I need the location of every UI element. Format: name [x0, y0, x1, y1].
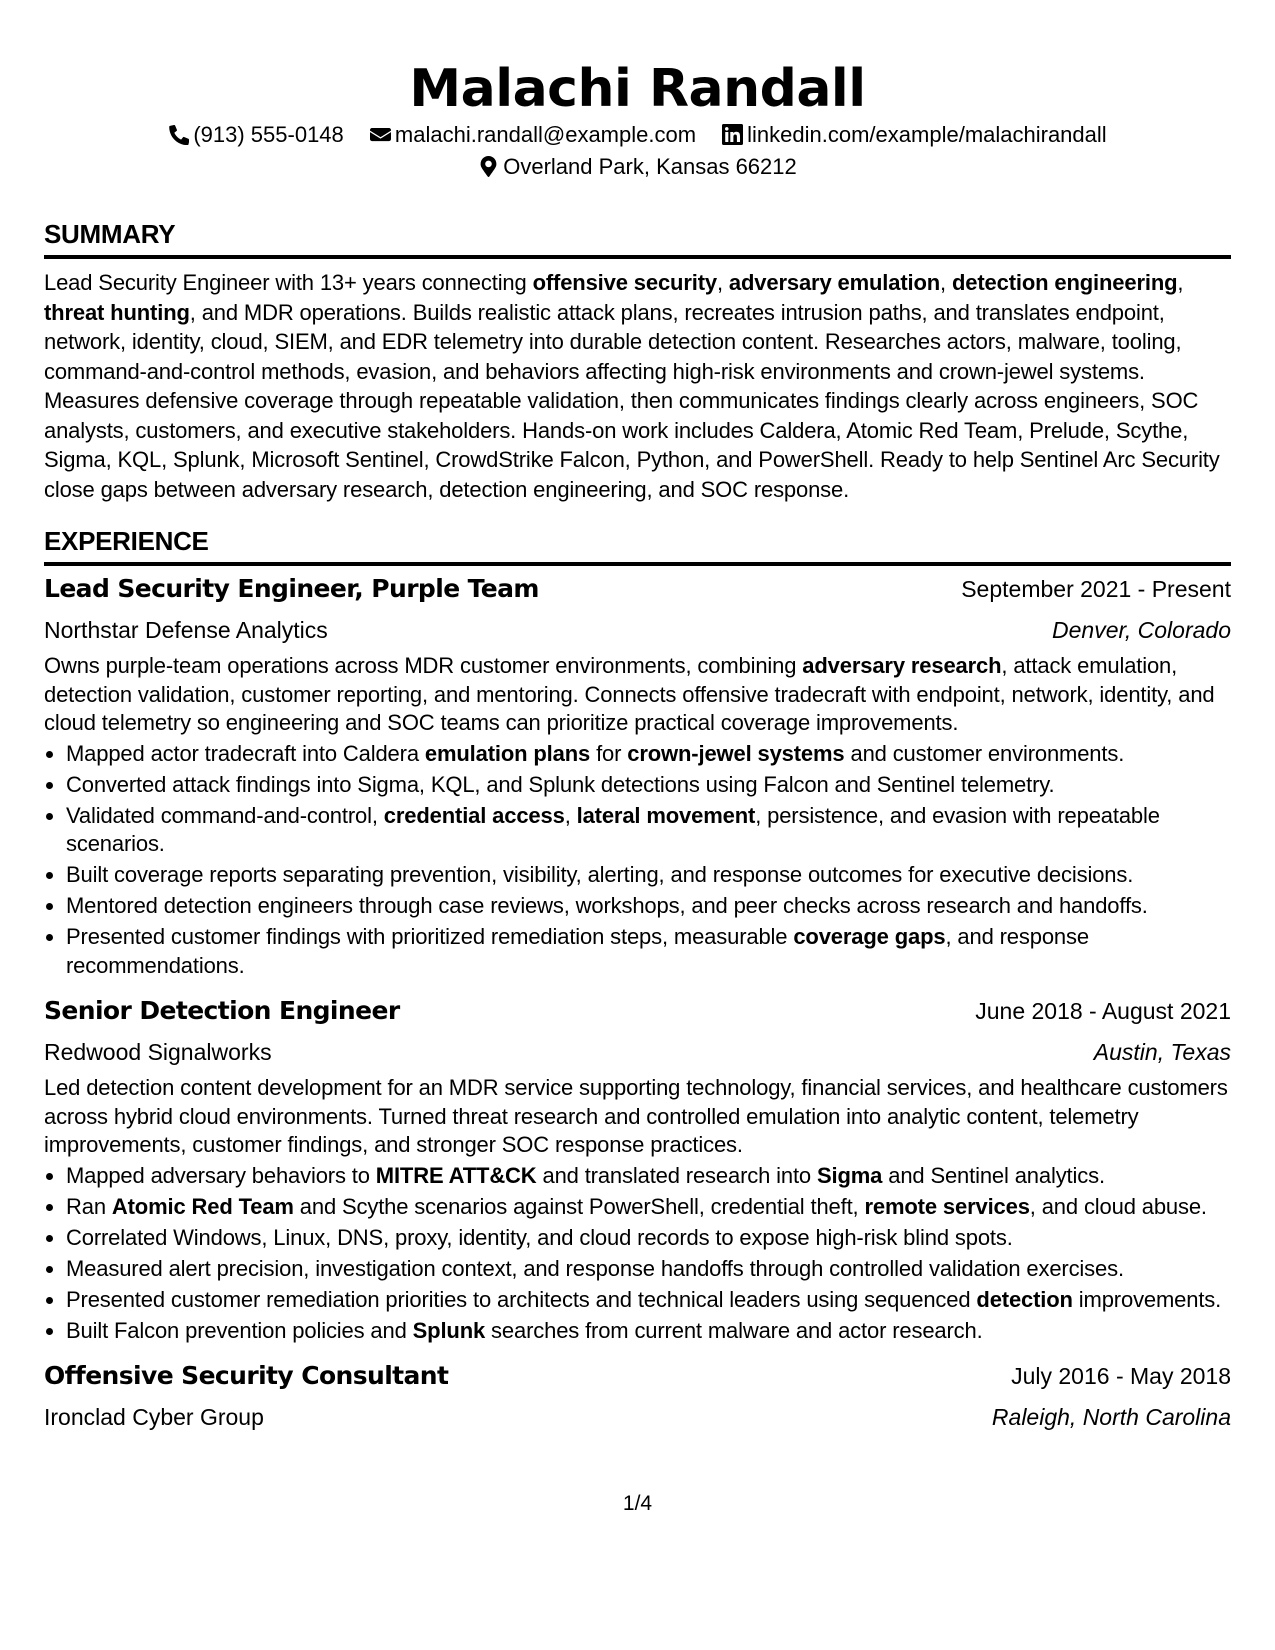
- bullet-item: [66, 1193, 1231, 1222]
- summary-text: [44, 268, 1231, 504]
- job-title: Lead Security Engineer, Purple Team: [44, 574, 539, 603]
- job-dates: July 2016 - May 2018: [1011, 1363, 1231, 1389]
- job-header: [44, 574, 1231, 612]
- text-segment: Presented customer remediation priorities to architects and technical leaders using sequenced: [66, 1286, 977, 1312]
- experience-heading: EXPERIENCE: [44, 526, 1231, 566]
- text-segment: Built Falcon prevention policies and: [66, 1317, 413, 1343]
- job-title: Offensive Security Consultant: [44, 1361, 449, 1390]
- job-subheader: [44, 1399, 1231, 1435]
- bullet-item: [66, 802, 1231, 859]
- text-segment: Ran: [66, 1193, 112, 1219]
- job-header: [44, 1361, 1231, 1399]
- job-bullets: [44, 740, 1231, 981]
- bullet-item: [66, 1317, 1231, 1346]
- company-name: Ironclad Cyber Group: [44, 1404, 264, 1430]
- text-segment: Built coverage reports separating prevention, visibility, alerting, and response outcomes for executive decisions.: [66, 862, 1134, 887]
- bullet-item: [66, 1286, 1231, 1315]
- job-bullets: [44, 1162, 1231, 1346]
- text-segment: Converted attack findings into Sigma, KQL, and Splunk detections using Falcon and Sentinel telemetry.: [66, 771, 1055, 797]
- bold-text: adversary research: [802, 653, 1002, 678]
- text-segment: ,: [564, 802, 577, 828]
- text-segment: ,: [1177, 270, 1184, 295]
- job-location: Denver, Colorado: [1052, 617, 1231, 643]
- job-dates: June 2018 - August 2021: [975, 998, 1231, 1024]
- text-segment: , and MDR operations. Builds realistic attack plans, recreates intrusion paths, and translates endpoint, network, identity, cloud, SIEM, and EDR telemetry into durable detection content. Researches actors, malware, tooling, command-and-control methods, evasion, and behaviors affecting high-risk environments and crown-jewel systems. Measures defensive coverage through repeatable validation, then communicates findings clearly across engineers, SOC analysts, customers, and executive stakeholders. Hands-on work includes Caldera, Atomic Red Team, Prelude, Scythe, Sigma, KQL, Splunk, Microsoft Sentinel, CrowdStrike Falcon, Python, and PowerShell. Ready to help Sentinel Arc Security close gaps between adversary research, detection engineering, and SOC response.: [44, 299, 1220, 502]
- bullet-item: [66, 771, 1231, 800]
- location-contact: [478, 151, 797, 183]
- bold-text: Splunk: [412, 1317, 486, 1343]
- text-segment: Mapped actor tradecraft into Caldera: [66, 740, 425, 766]
- map-marker-icon: [478, 156, 499, 177]
- company-name: Redwood Signalworks: [44, 1039, 272, 1065]
- phone-icon: [168, 124, 189, 145]
- bold-text: adversary emulation: [728, 270, 941, 295]
- text-segment: and Scythe scenarios against PowerShell, credential theft,: [293, 1193, 865, 1219]
- bullet-item: [66, 1255, 1231, 1284]
- bold-text: MITRE ATT&CK: [375, 1162, 537, 1188]
- bold-text: detection: [976, 1286, 1073, 1312]
- bold-text: crown-jewel systems: [627, 740, 845, 766]
- text-segment: Correlated Windows, Linux, DNS, proxy, identity, and cloud records to expose high-risk blind spots.: [66, 1224, 1013, 1250]
- bullet-item: [66, 861, 1231, 890]
- text-segment: searches from current malware and actor research.: [485, 1317, 983, 1343]
- bold-text: detection engineering: [951, 270, 1178, 295]
- candidate-name: Malachi Randall: [409, 59, 866, 119]
- page-number: 1/4: [622, 1492, 653, 1515]
- job-entry: [44, 996, 1231, 1345]
- bullet-item: [66, 923, 1231, 980]
- text-segment: ,: [716, 270, 729, 295]
- linkedin-contact[interactable]: [722, 119, 1107, 151]
- experience-list: [44, 574, 1231, 1435]
- text-segment: and customer environments.: [844, 740, 1125, 766]
- location-text: Overland Park, Kansas 66212: [503, 154, 797, 179]
- text-segment: Measured alert precision, investigation context, and response handoffs through controlled validation exercises.: [66, 1255, 1124, 1281]
- text-segment: improvements.: [1072, 1286, 1222, 1312]
- job-dates: September 2021 - Present: [961, 576, 1231, 602]
- bullet-item: [66, 1162, 1231, 1191]
- phone-text: (913) 555-0148: [193, 122, 344, 147]
- bold-text: threat hunting: [44, 299, 190, 325]
- summary-heading: SUMMARY: [44, 219, 1231, 259]
- text-segment: Mentored detection engineers through case reviews, workshops, and peer checks across research and handoffs.: [66, 893, 1148, 918]
- job-location: Raleigh, North Carolina: [991, 1404, 1231, 1430]
- text-segment: Owns purple-team operations across MDR customer environments, combining: [44, 653, 803, 678]
- text-segment: , and cloud abuse.: [1029, 1193, 1207, 1219]
- job-header: [44, 996, 1231, 1034]
- job-entry: [44, 574, 1231, 980]
- linkedin-text: linkedin.com/example/malachirandall: [747, 122, 1107, 147]
- text-segment: , persistence, and evasion with repeatable scenarios.: [66, 802, 1160, 856]
- text-segment: and Sentinel analytics.: [882, 1162, 1105, 1188]
- bold-text: Sigma: [816, 1162, 883, 1188]
- text-segment: , attack emulation, detection validation, customer reporting, and mentoring. Connects offensive tradecraft with endpoint, network, identity, and cloud telemetry so engineering and SOC teams can prioritize practical coverage improvements.: [44, 653, 1215, 735]
- job-description: [44, 1074, 1231, 1160]
- bold-text: emulation plans: [424, 740, 591, 766]
- phone-contact: [168, 119, 343, 151]
- job-description: [44, 652, 1231, 738]
- bold-text: credential access: [383, 802, 565, 828]
- text-segment: Lead Security Engineer with 13+ years connecting: [44, 270, 533, 295]
- bold-text: remote services: [864, 1193, 1030, 1219]
- text-segment: , and response recommendations.: [66, 924, 1089, 978]
- text-segment: Validated command-and-control,: [66, 802, 384, 828]
- email-contact[interactable]: [370, 119, 696, 151]
- text-segment: ,: [940, 270, 952, 295]
- email-text: malachi.randall@example.com: [394, 122, 697, 147]
- text-segment: and translated research into: [536, 1162, 817, 1188]
- bullet-item: [66, 740, 1231, 769]
- job-title: Senior Detection Engineer: [44, 996, 400, 1025]
- bold-text: coverage gaps: [793, 924, 946, 949]
- bold-text: lateral movement: [576, 802, 756, 828]
- job-subheader: [44, 612, 1231, 648]
- text-segment: Mapped adversary behaviors to: [66, 1162, 376, 1188]
- job-entry: [44, 1361, 1231, 1435]
- text-segment: for: [590, 740, 628, 766]
- resume-page: [44, 0, 1231, 1435]
- text-segment: Presented customer findings with prioritized remediation steps, measurable: [66, 924, 794, 949]
- bold-text: offensive security: [532, 270, 717, 295]
- bold-text: Atomic Red Team: [111, 1193, 294, 1219]
- text-segment: Led detection content development for an MDR service supporting technology, financial services, and healthcare customers across hybrid cloud environments. Turned threat research and controlled emulation into analytic content, telemetry improvements, customer findings, and stronger SOC response practices.: [44, 1075, 1228, 1157]
- company-name: Northstar Defense Analytics: [44, 617, 328, 643]
- contact-line: [44, 119, 1231, 151]
- linkedin-icon: [722, 124, 743, 145]
- job-location: Austin, Texas: [1093, 1039, 1231, 1065]
- envelope-icon: [370, 124, 391, 145]
- bullet-item: [66, 892, 1231, 921]
- location-line: [44, 151, 1231, 183]
- bullet-item: [66, 1224, 1231, 1253]
- job-subheader: [44, 1034, 1231, 1070]
